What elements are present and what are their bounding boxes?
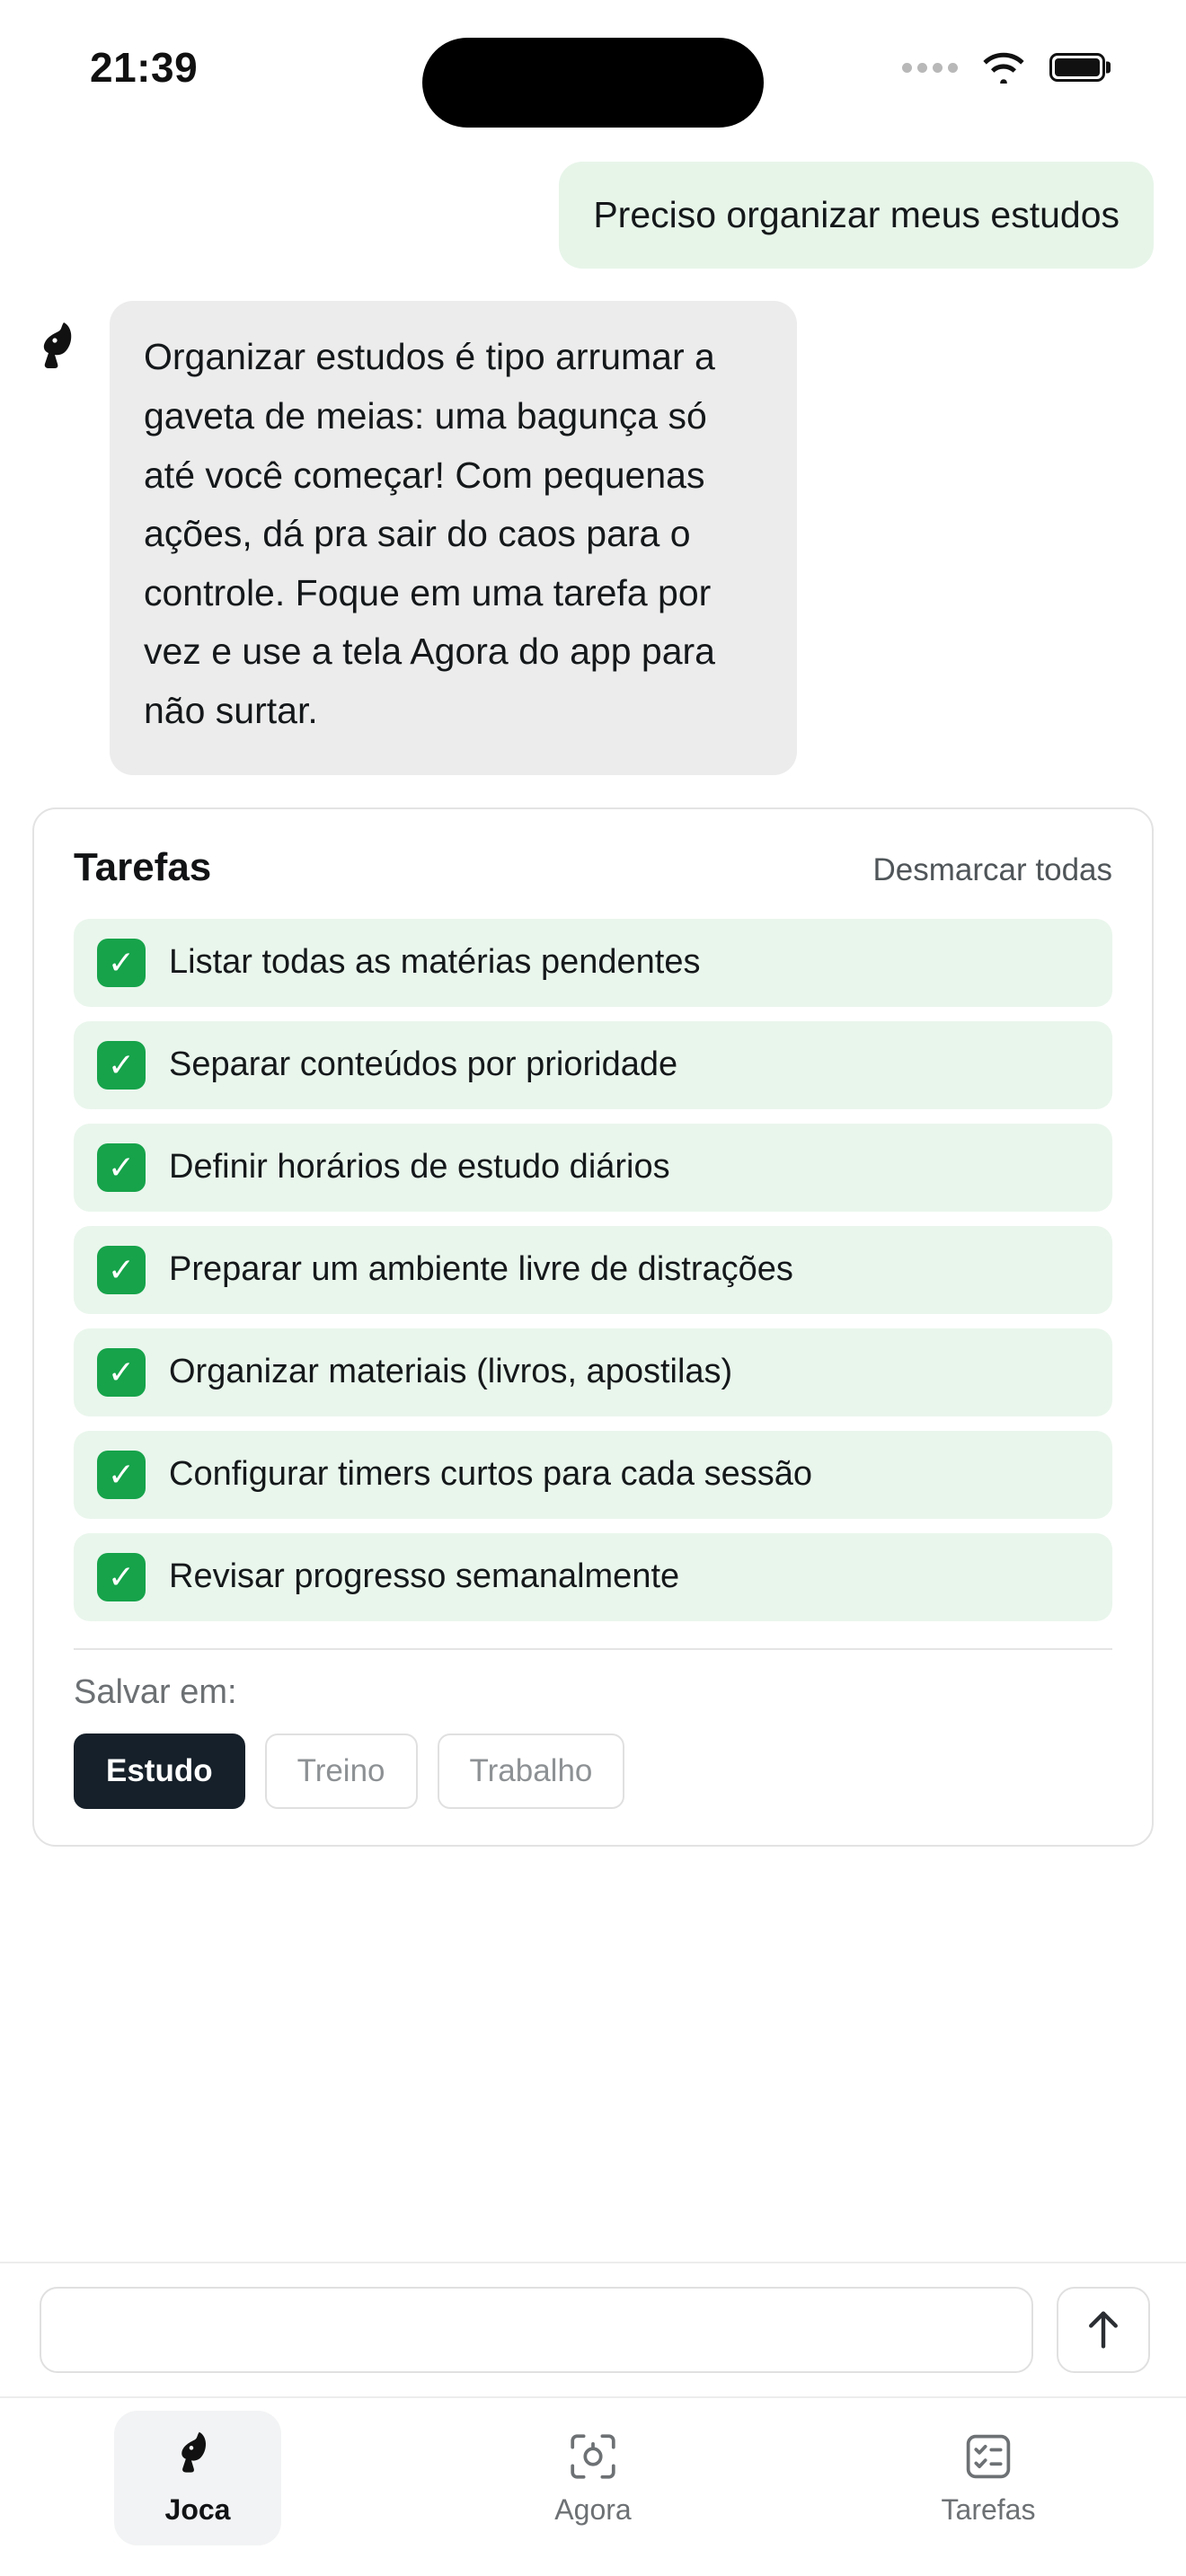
send-button[interactable]	[1057, 2287, 1150, 2373]
task-row[interactable]	[74, 1021, 1112, 1109]
bot-message-bubble: Organizar estudos é tipo arrumar a gaveta de meias: uma bagunça só até você começar! Com pequenas ações, dá pra sair do caos para o controle. Foque em uma tarefa por vez e use a tela Agora do app para não surtar.	[110, 301, 797, 774]
task-row[interactable]	[74, 919, 1112, 1007]
task-checkbox[interactable]: ✓	[97, 1041, 146, 1090]
task-checkbox[interactable]: ✓	[97, 1143, 146, 1192]
task-row[interactable]	[74, 1124, 1112, 1212]
task-label: Definir horários de estudo diários	[169, 1147, 670, 1186]
task-card-header	[74, 845, 1112, 890]
task-label: Organizar materiais (livros, apostilas)	[169, 1352, 733, 1390]
signal-dots-icon	[902, 63, 958, 73]
task-row[interactable]	[74, 1533, 1112, 1621]
task-label: Preparar um ambiente livre de distrações	[169, 1249, 793, 1288]
tab-tarefas[interactable]	[905, 2411, 1072, 2545]
status-time: 21:39	[90, 44, 199, 91]
message-row-user	[32, 162, 1154, 269]
status-bar	[0, 0, 1186, 135]
user-message-bubble: Preciso organizar meus estudos	[559, 162, 1154, 269]
message-row-bot	[32, 301, 1154, 774]
focus-frame-icon	[567, 2430, 619, 2483]
message-input[interactable]	[40, 2287, 1033, 2373]
bottom-tab-bar	[0, 2396, 1186, 2576]
tab-label: Joca	[164, 2492, 231, 2526]
task-row[interactable]	[74, 1328, 1112, 1416]
tab-label: Tarefas	[941, 2492, 1036, 2526]
message-composer	[0, 2262, 1186, 2396]
save-to-label: Salvar em:	[74, 1672, 237, 1711]
tab-label: Agora	[554, 2492, 632, 2526]
task-checkbox[interactable]: ✓	[97, 1451, 146, 1499]
dynamic-island	[422, 38, 764, 128]
card-divider	[74, 1648, 1112, 1650]
task-label: Listar todas as matérias pendentes	[169, 942, 701, 981]
status-indicators	[902, 51, 1132, 84]
chip-estudo[interactable]: Estudo	[74, 1734, 245, 1809]
task-checkbox[interactable]: ✓	[97, 1246, 146, 1294]
arrow-up-icon	[1084, 2308, 1123, 2351]
wifi-icon	[981, 51, 1026, 84]
task-card	[32, 807, 1154, 1847]
tab-agora[interactable]	[509, 2411, 677, 2545]
task-checkbox[interactable]: ✓	[97, 939, 146, 987]
chip-treino[interactable]: Treino	[265, 1734, 418, 1809]
task-row[interactable]	[74, 1431, 1112, 1519]
chip-trabalho[interactable]: Trabalho	[438, 1734, 625, 1809]
save-target-chips	[74, 1734, 1112, 1809]
task-label: Configurar timers curtos para cada sessão	[169, 1454, 812, 1493]
task-checkbox[interactable]: ✓	[97, 1553, 146, 1601]
task-label: Revisar progresso semanalmente	[169, 1557, 680, 1595]
task-label: Separar conteúdos por prioridade	[169, 1045, 678, 1083]
uncheck-all-button[interactable]: Desmarcar todas	[872, 851, 1112, 887]
task-card-title: Tarefas	[74, 844, 212, 889]
task-row[interactable]	[74, 1226, 1112, 1314]
chat-scroll-area[interactable]	[0, 135, 1186, 2262]
joca-horse-icon	[175, 2430, 220, 2483]
battery-full-icon	[1049, 53, 1105, 82]
task-checkbox[interactable]: ✓	[97, 1348, 146, 1397]
tab-joca[interactable]	[114, 2411, 281, 2545]
joca-horse-icon	[32, 301, 92, 380]
checklist-icon	[962, 2430, 1014, 2483]
